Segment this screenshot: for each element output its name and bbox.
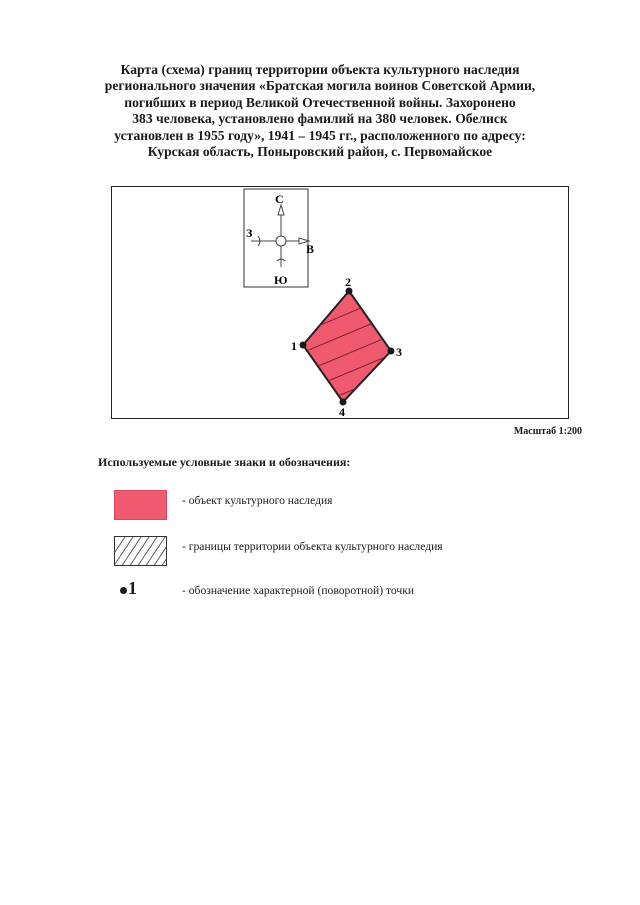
point-label-2: 2 — [345, 275, 351, 289]
legend-point-label: - обозначение характерной (поворотной) точки — [182, 584, 415, 597]
corner-point-1 — [300, 342, 307, 349]
point-label-4: 4 — [339, 405, 345, 419]
point-label-1: 1 — [291, 339, 297, 353]
title-line: погибших в период Великой Отечественной войны. Захоронено — [124, 94, 516, 110]
corner-point-3 — [388, 348, 395, 355]
title-line: установлен в 1955 году», 1941 – 1945 гг., расположенного по адресу: — [114, 127, 526, 143]
compass-east: В — [306, 242, 315, 256]
title-line: Карта (схема) границ территории объекта культурного наследия — [120, 62, 520, 77]
map-canvas — [112, 187, 570, 420]
title-line: 383 человека, установлено фамилий на 380 человек. Обелиск — [132, 111, 508, 127]
document-title — [60, 62, 580, 160]
point-dot-icon — [120, 587, 127, 594]
legend-object-label: - объект культурного наследия — [182, 494, 333, 507]
compass-west: З — [246, 226, 253, 240]
compass-south: Ю — [274, 273, 288, 287]
legend-point-number: 1 — [128, 578, 137, 598]
title-line: регионального значения «Братская могила воинов Советской Армии, — [104, 78, 536, 94]
hatch-pattern-icon — [115, 537, 167, 566]
point-label-3: 3 — [396, 345, 402, 359]
compass-rose-icon — [251, 205, 309, 267]
legend-boundary-swatch — [114, 536, 167, 566]
legend-boundary-label: - границы территории объекта культурного наследия — [182, 540, 443, 553]
boundary-map — [111, 186, 569, 419]
map-scale: Масштаб 1:200 — [513, 426, 582, 437]
legend-title: Используемые условные знаки и обозначения: — [98, 455, 351, 469]
compass-north: С — [275, 192, 284, 206]
legend-point-symbol — [120, 578, 137, 599]
title-line: Курская область, Поныровский район, с. Первомайское — [147, 144, 493, 160]
legend-object-swatch — [114, 490, 167, 520]
